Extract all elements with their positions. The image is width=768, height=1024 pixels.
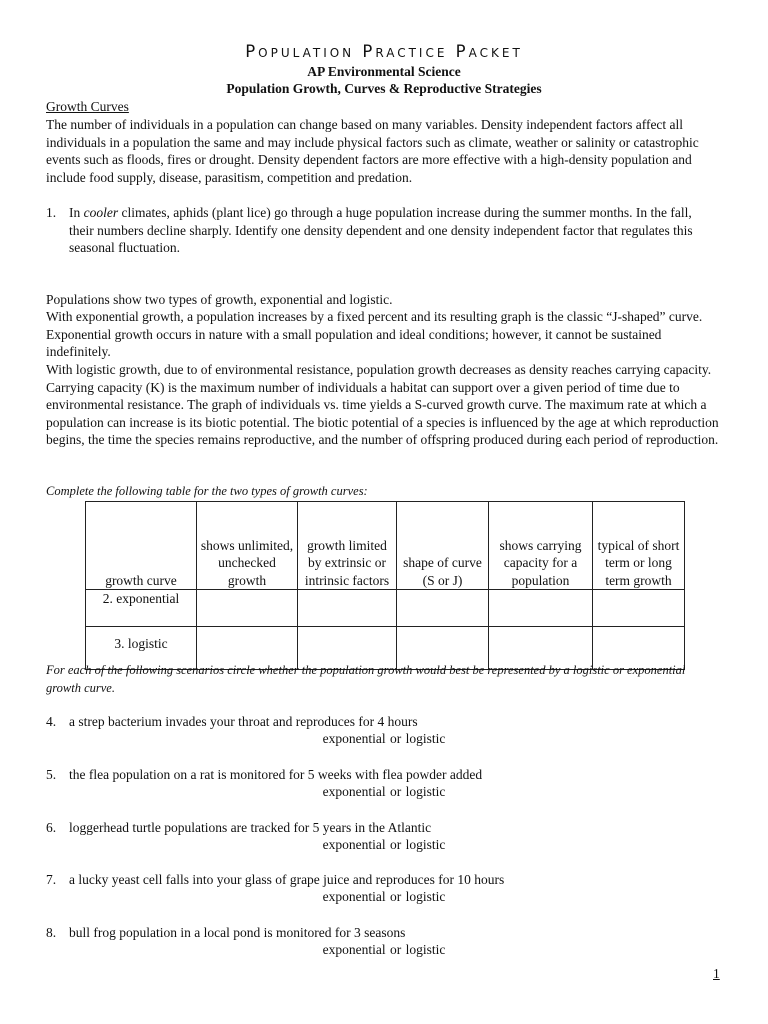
- answer-cell[interactable]: [397, 590, 489, 627]
- section-heading: Growth Curves: [46, 99, 129, 114]
- answer-cell[interactable]: [489, 590, 593, 627]
- scenario-4-choice[interactable]: exponential or logistic: [322, 731, 446, 746]
- scenario-number: 5.: [46, 767, 57, 782]
- answer-cell[interactable]: [298, 590, 397, 627]
- page-title: Population Practice Packet: [245, 42, 523, 61]
- scenario-number: 4.: [46, 714, 57, 729]
- scenario-text: loggerhead turtle populations are tracked for 5 years in the Atlantic: [69, 820, 432, 835]
- growth-paragraph-3: With logistic growth, due to of environmental resistance, population growth decreases as density reaches carrying capacity. Carrying capacity (K) is the maximum number of individuals a habitat can support over a given period of time due to environmental resistance. The graph of individuals vs. time yields a S-curved growth curve. The maximum rate at which a population can increase is its biotic potential. The biotic potential of a species is influenced by the age at which reproduction begins, the time the species remains reproductive, and the number of offspring produced during each period of reproduction.: [46, 362, 719, 447]
- scenario-6-choice[interactable]: exponential or logistic: [322, 837, 446, 852]
- question-1-text: In cooler climates, aphids (plant lice) go through a huge population increase during the summer months. In the fall, their numbers decline sharply. Identify one density dependent and one density independent factor that regulates this seasonal fluctuation.: [69, 205, 693, 255]
- table-row: [86, 590, 685, 627]
- table-header-row: [86, 502, 685, 590]
- header-term-growth: typical of short term or long term growth: [593, 502, 685, 590]
- answer-cell[interactable]: [197, 590, 298, 627]
- header-growth-curve: growth curve: [86, 502, 197, 590]
- table-instruction: Complete the following table for the two types of growth curves:: [46, 484, 368, 498]
- growth-paragraph-1: Populations show two types of growth, exponential and logistic.: [46, 292, 393, 307]
- header-unlimited-growth: shows unlimited, unchecked growth: [197, 502, 298, 590]
- header-curve-shape: shape of curve (S or J): [397, 502, 489, 590]
- scenario-text: a strep bacterium invades your throat and reproduces for 4 hours: [69, 714, 418, 729]
- row-label-exponential: 2. exponential: [86, 590, 197, 627]
- growth-curves-table: [85, 501, 685, 670]
- scenario-number: 6.: [46, 820, 57, 835]
- scenario-text: bull frog population in a local pond is monitored for 3 seasons: [69, 925, 406, 940]
- question-1-number: 1.: [46, 205, 57, 220]
- scenario-8-choice[interactable]: exponential or logistic: [322, 942, 446, 957]
- intro-paragraph: The number of individuals in a population can change based on many variables. Density independent factors affect all individuals in a population the same and may include physical factors such as climate, weather or salinity or catastrophic events such as floods, fires or drought. Density dependent factors are more effective with a high-density population and include food supply, disease, parasitism, competition and predation.: [46, 117, 699, 185]
- scenario-7-choice[interactable]: exponential or logistic: [322, 889, 446, 904]
- question-1-emphasis: cooler: [83, 205, 119, 220]
- scenario-number: 7.: [46, 872, 57, 887]
- answer-cell[interactable]: [593, 590, 685, 627]
- page-number: 1: [713, 966, 720, 981]
- row-label-logistic: 3. logistic: [86, 627, 197, 670]
- scenario-number: 8.: [46, 925, 57, 940]
- scenario-text: a lucky yeast cell falls into your glass of grape juice and reproduces for 10 hours: [69, 872, 505, 887]
- scenario-5-choice[interactable]: exponential or logistic: [322, 784, 446, 799]
- scenario-text: the flea population on a rat is monitored for 5 weeks with flea powder added: [69, 767, 483, 782]
- header-carrying-capacity: shows carrying capacity for a population: [489, 502, 593, 590]
- page-subtitle: Population Growth, Curves & Reproductive Strategies: [226, 81, 542, 96]
- header-limited-growth: growth limited by extrinsic or intrinsic factors: [298, 502, 397, 590]
- course-name: AP Environmental Science: [307, 64, 461, 79]
- growth-paragraph-2: With exponential growth, a population increases by a fixed percent and its resulting graph is the classic “J-shaped” curve. Exponential growth occurs in nature with a small population and ideal conditions; however, it cannot be sustained indefinitely.: [46, 309, 703, 359]
- scenario-instruction: For each of the following scenarios circle whether the population growth would best be represented by a logistic or exponential growth curve.: [46, 663, 686, 695]
